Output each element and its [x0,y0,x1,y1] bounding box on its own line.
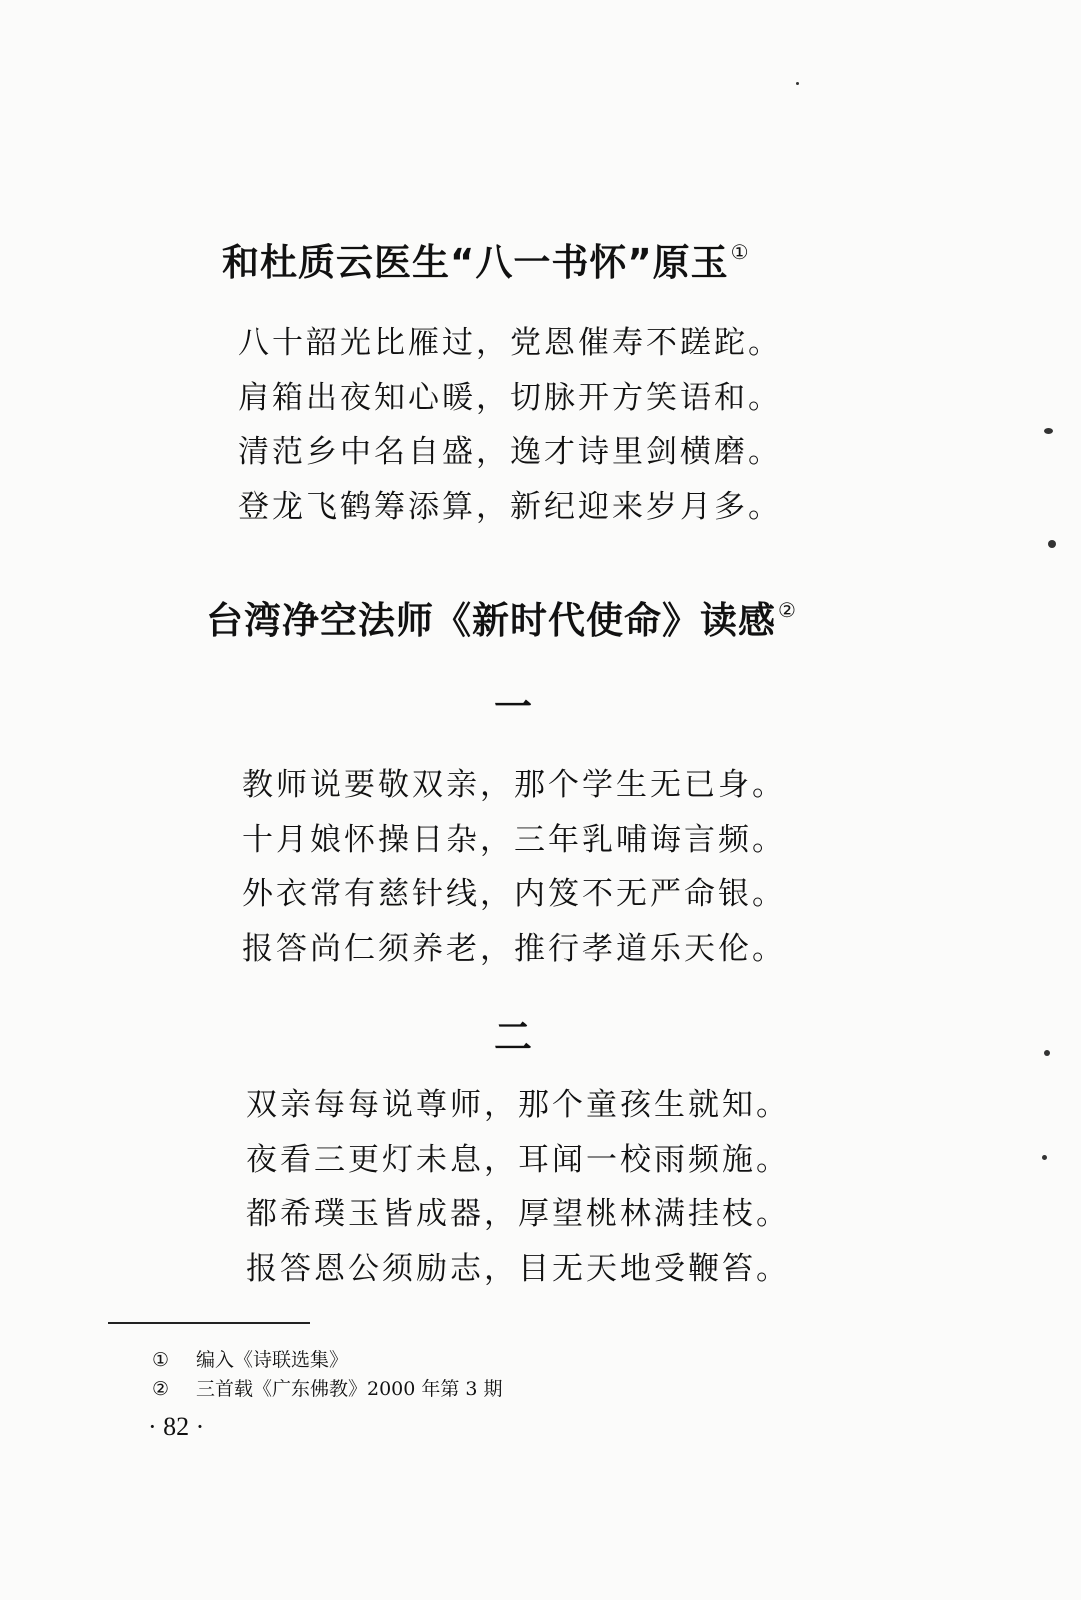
footnote-2 [152,1375,503,1404]
footnotes [152,1346,503,1404]
poem-line: 报答恩公须励志，目无天地受鞭笞。 [246,1250,790,1287]
poem-line: 外衣常有慈针线，内笈不无严命银。 [242,876,786,912]
footnote-2-mark: ② [152,1378,170,1400]
poem-1-title-text: 和杜质云医生“八一书怀”原玉 [222,241,729,284]
poem-2-section-2-body [246,1078,790,1296]
poem-2-section-1-body [242,758,786,976]
section-number-2: 二 [494,1015,533,1059]
footnote-2-text: 三首载《广东佛教》2000 年第 3 期 [196,1378,503,1400]
poem-line: 报答尚仁须养老，推行孝道乐天伦。 [242,930,786,967]
scan-speck [796,82,799,85]
page-number: · 82 · [148,1412,205,1441]
poem-line: 教师说要敬双亲，那个学生无已身。 [242,767,786,803]
poem-line: 肩箱出夜知心暖，切脉开方笑语和。 [238,379,782,416]
poem-line: 八十韶光比雁过，党恩催寿不蹉跎。 [238,325,782,361]
poem-line: 清范乡中名自盛，逸才诗里剑横磨。 [238,434,782,470]
section-number-1: 一 [494,685,533,729]
poem-1-title [222,232,750,286]
footnote-1-mark: ① [152,1349,170,1371]
footnote-ref-2: ② [778,598,797,622]
footnote-divider [108,1322,310,1324]
poem-line: 双亲每每说尊师，那个童孩生就知。 [246,1087,790,1123]
scan-speck [1044,1050,1050,1056]
poem-line: 登龙飞鹤筹添算，新纪迎来岁月多。 [238,488,782,525]
poem-2-title-text: 台湾净空法师《新时代使命》读感 [206,599,776,642]
footnote-ref-1: ① [730,240,750,264]
scan-speck [1042,1155,1047,1160]
poem-line: 都希璞玉皆成器，厚望桃林满挂枝。 [246,1196,790,1232]
footnote-1 [152,1346,503,1375]
poem-line: 夜看三更灯未息，耳闻一校雨频施。 [246,1141,790,1178]
poem-1-body [238,316,782,534]
poem-line: 十月娘怀操日杂，三年乳哺诲言频。 [242,821,786,858]
scan-speck [1048,540,1056,548]
scan-speck [1044,428,1053,434]
poem-2-title [206,590,797,644]
footnote-1-text: 编入《诗联选集》 [196,1349,349,1371]
